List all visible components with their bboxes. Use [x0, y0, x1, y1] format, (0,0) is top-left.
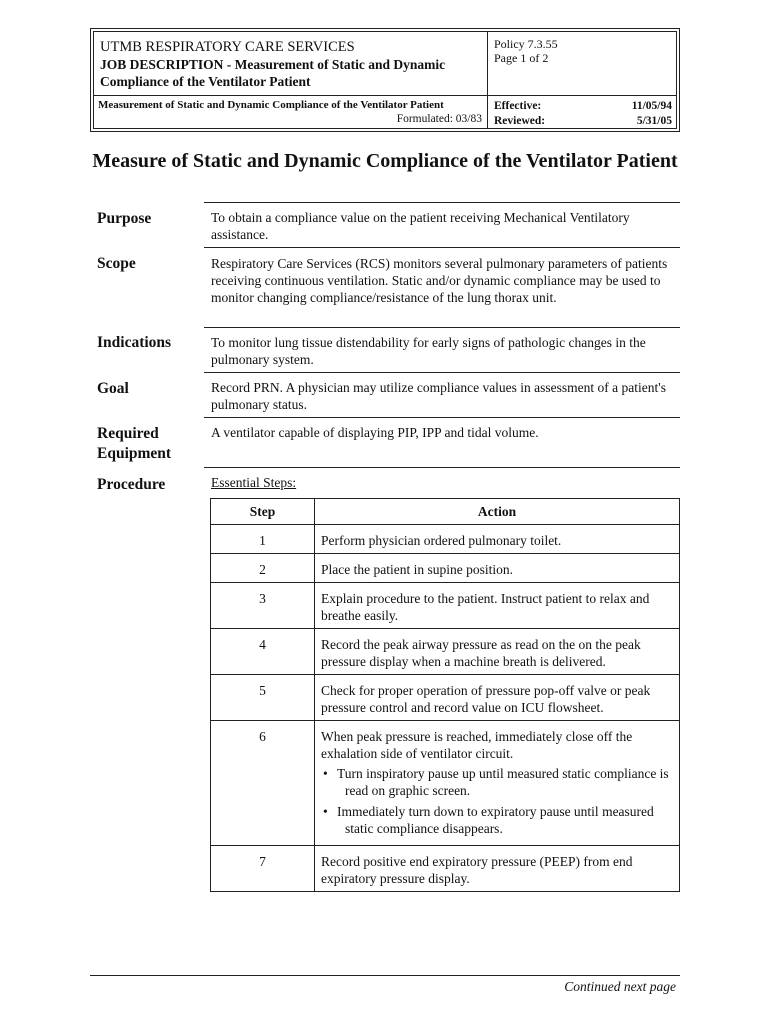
bullet-text: Turn inspiratory pause up until measured static compliance is read on graphic screen. — [337, 766, 669, 798]
table-header-row — [211, 499, 680, 525]
step-number: 5 — [211, 675, 315, 721]
essential-steps-heading: Essential Steps: — [211, 475, 297, 490]
header-effective-row — [494, 99, 672, 114]
header-divider-horizontal — [94, 95, 676, 96]
table-row — [211, 583, 680, 629]
bullet-text: Immediately turn down to expiratory pause until measured static compliance disappears. — [337, 804, 654, 836]
section-divider — [204, 417, 680, 418]
step-number: 4 — [211, 629, 315, 675]
header-page-number: Page 1 of 2 — [494, 51, 549, 65]
header-organization: UTMB RESPIRATORY CARE SERVICES — [100, 39, 355, 55]
scope-label: Scope — [97, 255, 136, 272]
step-number: 7 — [211, 846, 315, 892]
header-job-title: Measurement of Static and Dynamic Compliance of the Ventilator Patient — [100, 57, 446, 89]
header-subtitle: Measurement of Static and Dynamic Compliance of the Ventilator Patient — [98, 99, 444, 111]
header-policy-info — [494, 37, 558, 65]
table-row — [211, 525, 680, 554]
bullet-icon: • — [323, 804, 328, 819]
equipment-text: A ventilator capable of displaying PIP, IPP and tidal volume. — [211, 425, 539, 440]
step-action: Record the peak airway pressure as read on the on the peak pressure display when a machine breath is delivered. — [315, 629, 680, 675]
section-divider — [204, 372, 680, 373]
header-formulated: Formulated: 03/83 — [396, 113, 482, 125]
step-number: 6 — [211, 721, 315, 846]
column-header-step: Step — [211, 499, 315, 525]
step-action-cell — [315, 721, 680, 846]
header-reviewed-row — [494, 114, 672, 129]
step-action: Perform physician ordered pulmonary toilet. — [315, 525, 680, 554]
scope-text: Respiratory Care Services (RCS) monitors several pulmonary parameters of patients receiving continuous ventilation. Static and/or dynamic compliance may be used to monitor changing compliance/resistance of the lung thorax unit. — [211, 256, 668, 305]
list-item — [321, 765, 673, 799]
footer-continued: Continued next page — [564, 979, 676, 994]
step-action: Check for proper operation of pressure pop-off valve or peak pressure control and record value on ICU flowsheet. — [315, 675, 680, 721]
header-reviewed-date: 5/31/05 — [636, 115, 672, 127]
header-job-prefix: JOB DESCRIPTION - — [100, 57, 235, 72]
footer-divider — [90, 975, 680, 976]
table-row — [211, 675, 680, 721]
column-header-action: Action — [315, 499, 680, 525]
indications-label: Indications — [97, 334, 172, 351]
bullet-icon: • — [323, 766, 328, 781]
step-sub-bullets — [321, 765, 673, 837]
header-effective-label: Effective: — [494, 100, 542, 112]
table-row — [211, 554, 680, 583]
list-item — [321, 803, 673, 837]
goal-text: Record PRN. A physician may utilize compliance values in assessment of a patient's pulmonary status. — [211, 380, 666, 412]
section-divider — [204, 202, 680, 203]
step-number: 1 — [211, 525, 315, 554]
equipment-label: Required Equipment — [97, 425, 172, 462]
header-policy-number: Policy 7.3.55 — [494, 37, 558, 51]
purpose-text: To obtain a compliance value on the patient receiving Mechanical Ventilatory assistance. — [211, 210, 630, 242]
indications-text: To monitor lung tissue distendability for early signs of pathologic changes in the pulmonary system. — [211, 335, 646, 367]
header-job-description — [100, 56, 470, 90]
header-effective-date: 11/05/94 — [631, 100, 672, 112]
step-action: When peak pressure is reached, immediately close off the exhalation side of ventilator circuit. — [321, 729, 633, 761]
table-row — [211, 629, 680, 675]
procedure-label: Procedure — [97, 476, 166, 493]
document-header — [90, 28, 680, 132]
step-number: 2 — [211, 554, 315, 583]
steps-table — [210, 498, 680, 892]
section-divider — [204, 327, 680, 328]
section-divider — [204, 247, 680, 248]
step-action: Record positive end expiratory pressure (PEEP) from end expiratory pressure display. — [315, 846, 680, 892]
goal-label: Goal — [97, 380, 129, 397]
page-title: Measure of Static and Dynamic Compliance of the Ventilator Patient — [92, 150, 678, 172]
step-number: 3 — [211, 583, 315, 629]
header-dates — [494, 99, 672, 129]
header-reviewed-label: Reviewed: — [494, 115, 546, 127]
step-action: Explain procedure to the patient. Instruct patient to relax and breathe easily. — [315, 583, 680, 629]
purpose-label: Purpose — [97, 210, 152, 227]
table-row — [211, 846, 680, 892]
table-row — [211, 721, 680, 846]
header-inner-frame — [93, 31, 677, 129]
header-divider-vertical — [487, 32, 488, 128]
step-action: Place the patient in supine position. — [315, 554, 680, 583]
section-divider — [204, 467, 680, 468]
